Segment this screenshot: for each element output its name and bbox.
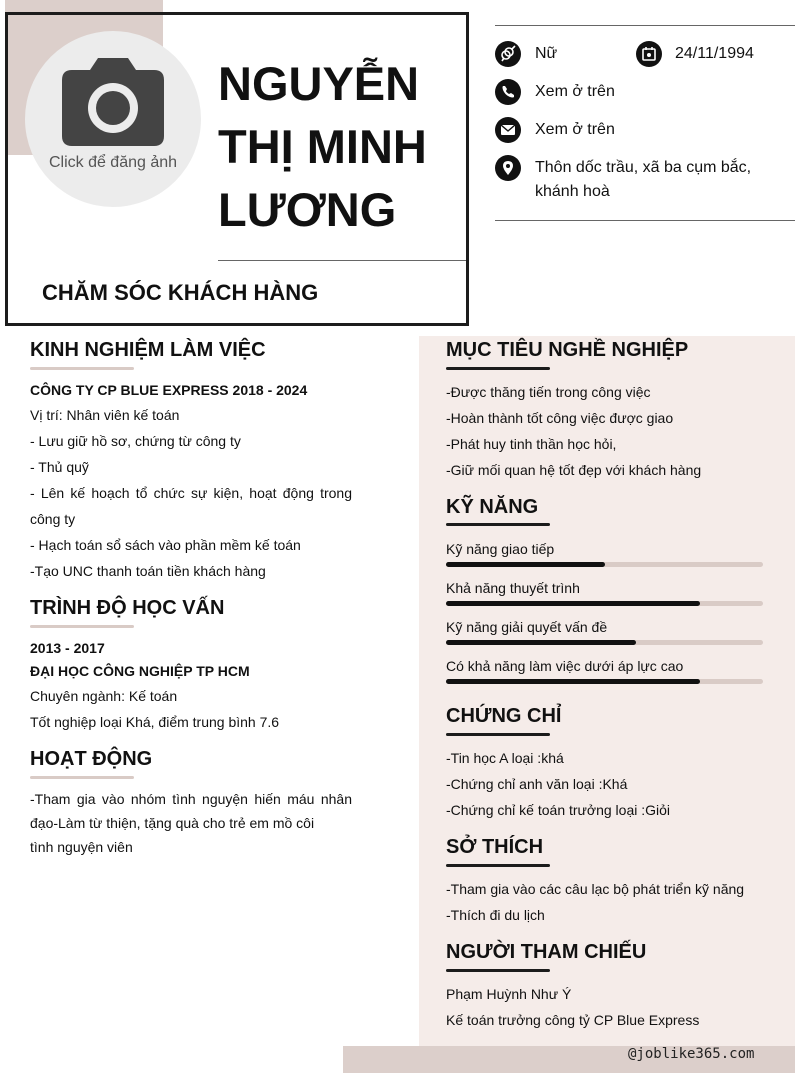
name-line: THỊ MINH	[218, 120, 427, 173]
hobbies-heading: SỞ THÍCH	[446, 836, 544, 858]
heading-underline	[446, 733, 550, 736]
education-years: 2013 - 2017	[30, 640, 105, 656]
skill-bar-fill	[446, 640, 636, 645]
skill-bar	[446, 562, 763, 567]
location-icon	[495, 155, 521, 181]
skill-label: Có khả năng làm việc dưới áp lực cao	[446, 658, 684, 674]
name-line: LƯƠNG	[218, 183, 397, 236]
gender-value: Nữ	[535, 45, 558, 62]
duty-item: - Hạch toán sổ sách vào phần mềm kế toán	[30, 537, 301, 553]
education-major: Chuyên ngành: Kế toán	[30, 688, 178, 704]
reference-heading: NGƯỜI THAM CHIẾU	[446, 941, 647, 963]
skill-bar-fill	[446, 601, 700, 606]
mail-icon	[495, 117, 521, 143]
activity-line: -Tham gia vào nhóm tình nguyện hiến máu nhân	[30, 791, 352, 807]
education-school: ĐẠI HỌC CÔNG NGHIỆP TP HCM	[30, 663, 250, 679]
objective-heading: MỤC TIÊU NGHỀ NGHIỆP	[446, 339, 689, 361]
avatar-upload-label[interactable]: Click để đăng ảnh	[48, 154, 178, 171]
candidate-name	[218, 52, 458, 241]
experience-heading: KINH NGHIỆM LÀM VIỆC	[30, 339, 266, 361]
duty-item: - Lưu giữ hồ sơ, chứng từ công ty	[30, 433, 241, 449]
address-line: khánh hoà	[535, 183, 610, 200]
objective-item: -Giữ mối quan hệ tốt đẹp với khách hàng	[446, 462, 702, 478]
email-value[interactable]: Xem ở trên	[535, 121, 615, 138]
reference-name: Phạm Huỳnh Như Ý	[446, 986, 572, 1002]
objective-item: -Được thăng tiến trong công việc	[446, 384, 651, 400]
skills-heading: KỸ NĂNG	[446, 496, 539, 518]
duty-item: công ty	[30, 511, 76, 527]
education-result: Tốt nghiệp loại Khá, điểm trung bình 7.6	[30, 714, 280, 730]
skill-label: Kỹ năng giao tiếp	[446, 541, 555, 557]
skill-bar	[446, 640, 763, 645]
gender-icon	[495, 41, 521, 67]
reference-role: Kế toán trưởng công tỷ CP Blue Express	[446, 1012, 700, 1028]
duty-item: - Thủ quỹ	[30, 459, 89, 475]
objective-item: -Hoàn thành tốt công việc được giao	[446, 410, 674, 426]
heading-underline	[446, 523, 550, 526]
skill-bar	[446, 601, 763, 606]
heading-underline	[30, 776, 134, 779]
hobby-item: -Tham gia vào các câu lạc bộ phát triển kỹ năng	[446, 881, 745, 897]
skill-bar-fill	[446, 562, 605, 567]
heading-underline	[30, 367, 134, 370]
skill-label: Khả năng thuyết trình	[446, 580, 580, 596]
birthdate-value: 24/11/1994	[675, 45, 754, 62]
contact-divider-top	[495, 25, 795, 26]
address-line: Thôn dốc trầu, xã ba cụm bắc,	[535, 159, 752, 176]
hobby-item: -Thích đi du lịch	[446, 907, 545, 923]
phone-value[interactable]: Xem ở trên	[535, 83, 615, 100]
objective-item: -Phát huy tinh thần học hỏi,	[446, 436, 617, 452]
camera-icon[interactable]	[60, 56, 166, 148]
certificates-heading: CHỨNG CHỈ	[446, 705, 562, 727]
skill-bar	[446, 679, 763, 684]
duty-item: - Lên kế hoạch tổ chức sự kiện, hoạt động trong	[30, 485, 352, 501]
job-title: CHĂM SÓC KHÁCH HÀNG	[42, 280, 319, 305]
calendar-icon	[636, 41, 662, 67]
name-line: NGUYỄN	[218, 57, 420, 110]
certificate-item: -Tin học A loại :khá	[446, 750, 564, 766]
heading-underline	[446, 969, 550, 972]
name-divider	[218, 260, 466, 261]
certificate-item: -Chứng chỉ anh văn loại :Khá	[446, 776, 628, 792]
watermark: @joblike365.com	[628, 1046, 755, 1062]
heading-underline	[446, 864, 550, 867]
duty-item: -Tạo UNC thanh toán tiền khách hàng	[30, 563, 266, 579]
position-line: Vị trí: Nhân viên kế toán	[30, 407, 180, 423]
skill-bar-fill	[446, 679, 700, 684]
company-line: CÔNG TY CP BLUE EXPRESS 2018 - 2024	[30, 382, 308, 398]
phone-icon	[495, 79, 521, 105]
education-heading: TRÌNH ĐỘ HỌC VẤN	[30, 597, 225, 619]
contact-divider-bottom	[495, 220, 795, 221]
skill-label: Kỹ năng giải quyết vấn đề	[446, 619, 608, 635]
heading-underline	[30, 625, 134, 628]
address-value	[535, 156, 751, 204]
activity-line: tình nguyện viên	[30, 839, 133, 855]
activities-heading: HOẠT ĐỘNG	[30, 748, 153, 770]
certificate-item: -Chứng chỉ kế toán trưởng loại :Giỏi	[446, 802, 671, 818]
activity-line: đạo-Làm từ thiện, tặng quà cho trẻ em mồ côi	[30, 815, 315, 831]
heading-underline	[446, 367, 550, 370]
